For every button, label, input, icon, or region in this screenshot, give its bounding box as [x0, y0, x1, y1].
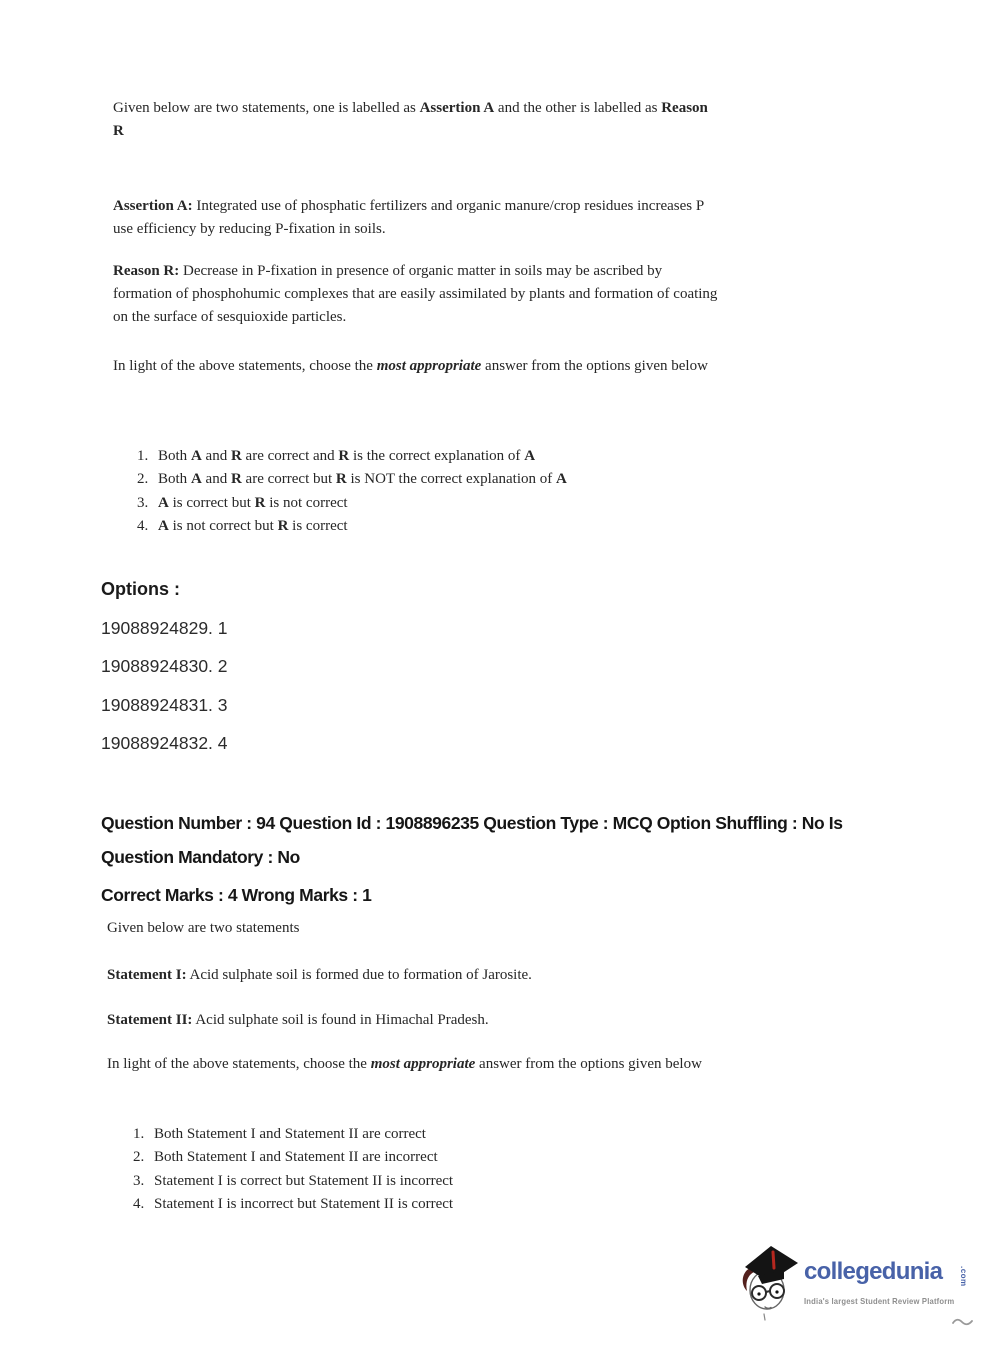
- collegedunia-wordmark: collegedunia: [804, 1258, 943, 1285]
- q1-option-3-number: 3.: [137, 494, 149, 511]
- q2-instruction-paragraph: In light of the above statements, choose the most appropriate answer from the options given below: [107, 1056, 702, 1072]
- q1-option-4-text: A is not correct but R is correct: [158, 518, 348, 535]
- collegedunia-tagline: India's largest Student Review Platform: [804, 1296, 955, 1306]
- q2-option-list: [133, 1123, 453, 1217]
- q1-option-3: [137, 492, 567, 515]
- q1-option-1-number: 1.: [137, 448, 149, 464]
- q2-option-1-text: Both Statement I and Statement II are correct: [154, 1126, 426, 1142]
- q1-option-4-number: 4.: [137, 518, 149, 535]
- q2-option-4-text: Statement I is incorrect but Statement II is correct: [154, 1196, 454, 1213]
- options-label: Options :: [101, 579, 180, 599]
- q2-option-4-number: 4.: [133, 1196, 145, 1213]
- q2-option-1-number: 1.: [133, 1126, 145, 1142]
- q2-intro-paragraph: Given below are two statements: [107, 920, 300, 936]
- metadata-line-2: Question Mandatory : No: [101, 847, 300, 867]
- q2-option-3-text: Statement I is correct but Statement II is incorrect: [154, 1172, 454, 1189]
- q2-option-1: [133, 1123, 453, 1146]
- graduate-mascot-icon: [740, 1242, 802, 1327]
- q1-assertion-paragraph: Assertion A: Integrated use of phosphatic fertilizers and organic manure/crop residues increases P use efficiency by reducing P-fixation in soils.: [113, 198, 704, 237]
- q2-statement1-paragraph: Statement I: Acid sulphate soil is formed due to formation of Jarosite.: [107, 967, 532, 983]
- q2-option-2-number: 2.: [133, 1149, 145, 1166]
- q2-option-4: [133, 1193, 453, 1216]
- q1-option-3-text: A is correct but R is not correct: [158, 494, 348, 511]
- q2-option-2-text: Both Statement I and Statement II are incorrect: [154, 1149, 438, 1166]
- collegedunia-domain-suffix: .com: [959, 1266, 968, 1287]
- option-id-row-2: 19088924830. 2: [101, 656, 228, 677]
- q1-option-list: [137, 445, 567, 539]
- metadata-marks-line: Correct Marks : 4 Wrong Marks : 1: [101, 885, 372, 905]
- option-id-row-4: 19088924832. 4: [101, 733, 228, 754]
- option-id-row-3: 19088924831. 3: [101, 694, 228, 715]
- q1-reason-paragraph: Reason R: Decrease in P-fixation in presence of organic matter in soils may be ascribed by formation of phosphohumic complexes that are easily assimilated by plants and formation of coating on the surface of sesquioxide particles.: [113, 263, 718, 325]
- q2-option-2: [133, 1146, 453, 1169]
- q1-option-4: [137, 515, 567, 538]
- q1-intro-paragraph: Given below are two statements, one is labelled as Assertion A and the other is labelled as Reason R: [113, 100, 708, 139]
- question-metadata-block: [101, 806, 981, 912]
- metadata-line-1: Question Number : 94 Question Id : 1908896235 Question Type : MCQ Option Shuffling : No Is: [101, 813, 843, 833]
- q2-statement2-paragraph: Statement II: Acid sulphate soil is found in Himachal Pradesh.: [107, 1012, 489, 1028]
- collegedunia-logo: [740, 1242, 998, 1330]
- q1-option-1-text: Both A and R are correct and R is the correct explanation of A: [158, 448, 536, 464]
- q2-option-3-number: 3.: [133, 1172, 145, 1189]
- q2-option-3: [133, 1170, 453, 1193]
- q1-option-2-number: 2.: [137, 471, 149, 488]
- squiggle-icon: [952, 1314, 974, 1332]
- q1-option-1: [137, 445, 567, 468]
- q1-option-2-text: Both A and R are correct but R is NOT the correct explanation of A: [158, 471, 567, 488]
- answer-options-block: [101, 570, 228, 763]
- option-id-row-1: 19088924829. 1: [101, 617, 228, 638]
- q1-option-2: [137, 468, 567, 491]
- q1-instruction-paragraph: In light of the above statements, choose the most appropriate answer from the options given below: [113, 358, 708, 374]
